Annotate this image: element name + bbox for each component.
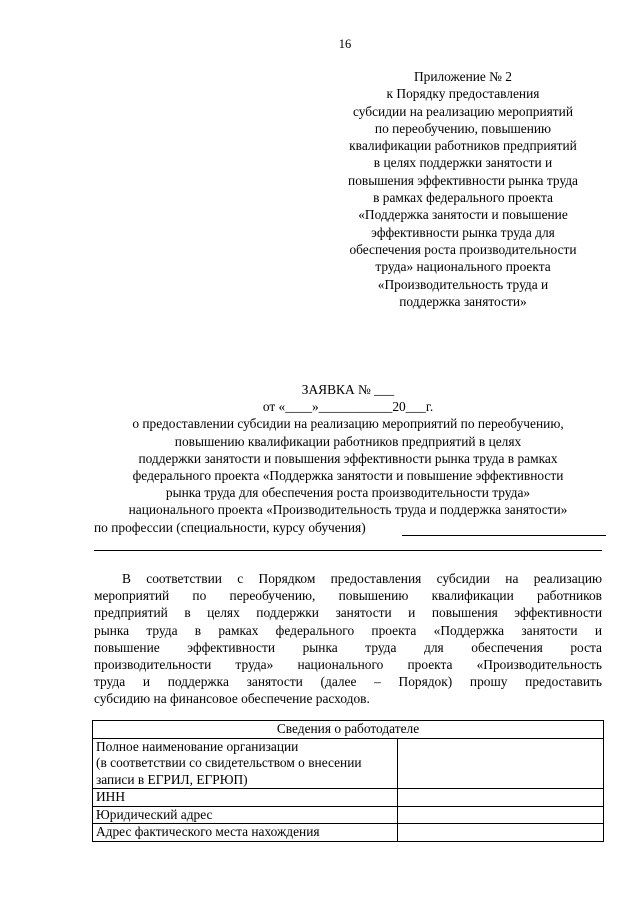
- body-line: предприятий в целях поддержки занятости и повышения эффективности: [94, 605, 602, 621]
- title-line: повышению квалификации работников предприятий в целях: [174, 433, 522, 449]
- title-line: о предоставлении субсидии на реализацию мероприятий по переобучению,: [132, 416, 564, 432]
- inn-label: ИНН: [93, 789, 398, 807]
- appendix-line: обеспечения роста производительности: [349, 241, 577, 257]
- appendix-line: повышения эффективности рынка труда: [348, 172, 578, 188]
- org-name-label-line: Полное наименование организации: [96, 738, 299, 754]
- body-line: повышение эффективности рынка труда для обеспечения роста: [94, 639, 602, 655]
- actual-address-value[interactable]: [398, 824, 604, 842]
- appendix-line: к Порядку предоставления: [386, 86, 540, 102]
- appendix-line: «Поддержка занятости и повышение: [358, 207, 568, 223]
- org-name-value[interactable]: [398, 738, 604, 789]
- table-header: Сведения о работодателе: [93, 721, 604, 739]
- table-row: [93, 738, 604, 789]
- appendix-line: «Производительность труда и: [377, 276, 549, 292]
- appendix-line: Приложение № 2: [413, 69, 513, 84]
- application-heading: ЗАЯВКА № ___: [301, 382, 395, 397]
- body-line: мероприятий по переобучению, повышению квалификации работников: [94, 588, 602, 604]
- table-row: [93, 789, 604, 807]
- employer-info-table: [92, 720, 604, 842]
- profession-blank[interactable]: [402, 535, 606, 536]
- appendix-line: субсидии на реализацию мероприятий: [353, 103, 573, 119]
- profession-label: по профессии (специальности, курсу обучения): [94, 520, 366, 535]
- body-line: производительности труда» национального проекта «Производительность: [94, 657, 602, 673]
- application-date-line: от «____»___________20___г.: [262, 399, 434, 415]
- title-line: федерального проекта «Поддержка занятости и повышение эффективности: [132, 468, 564, 484]
- appendix-line: квалификации работников предприятий: [349, 138, 577, 154]
- title-line: рынка труда для обеспечения роста производительности труда»: [165, 485, 531, 501]
- table-row: [93, 824, 604, 842]
- appendix-line: в целях поддержки занятости и: [373, 155, 553, 171]
- page-number: 16: [338, 37, 352, 51]
- appendix-line: эффективности рынка труда для: [371, 224, 555, 240]
- appendix-line: в рамках федерального проекта: [373, 190, 553, 206]
- actual-address-label: Адрес фактического места нахождения: [93, 824, 398, 842]
- org-name-label-line: записи в ЕГРИЛ, ЕГРЮП): [96, 771, 248, 787]
- legal-address-label: Юридический адрес: [93, 806, 398, 824]
- table-row: [93, 806, 604, 824]
- application-title-block: [88, 381, 608, 519]
- appendix-line: поддержка занятости»: [399, 293, 527, 309]
- org-name-label: [93, 738, 398, 789]
- body-line: рынка труда в рамках федерального проекта «Поддержка занятости и: [94, 622, 602, 638]
- profession-blank-continuation[interactable]: [94, 550, 602, 551]
- appendix-line: труда» национального проекта: [375, 259, 551, 275]
- body-line: субсидию на финансовое обеспечение расходов.: [94, 691, 370, 707]
- title-line: поддержки занятости и повышения эффективности рынка труда в рамках: [138, 450, 558, 466]
- appendix-block: [318, 68, 608, 310]
- org-name-label-line: (в соответствии со свидетельством о внесении: [96, 755, 362, 770]
- profession-line: [94, 520, 606, 536]
- legal-address-value[interactable]: [398, 806, 604, 824]
- table-header-row: [93, 721, 604, 739]
- appendix-line: по переобучению, повышению: [374, 120, 552, 136]
- body-line: труда и поддержка занятости (далее – Порядок) прошу предоставить: [94, 674, 602, 690]
- body-paragraph: [94, 570, 602, 708]
- title-line: национального проекта «Производительность труда и поддержка занятости»: [128, 502, 568, 518]
- body-line: В соответствии с Порядком предоставления субсидии на реализацию: [122, 571, 602, 586]
- inn-value[interactable]: [398, 789, 604, 807]
